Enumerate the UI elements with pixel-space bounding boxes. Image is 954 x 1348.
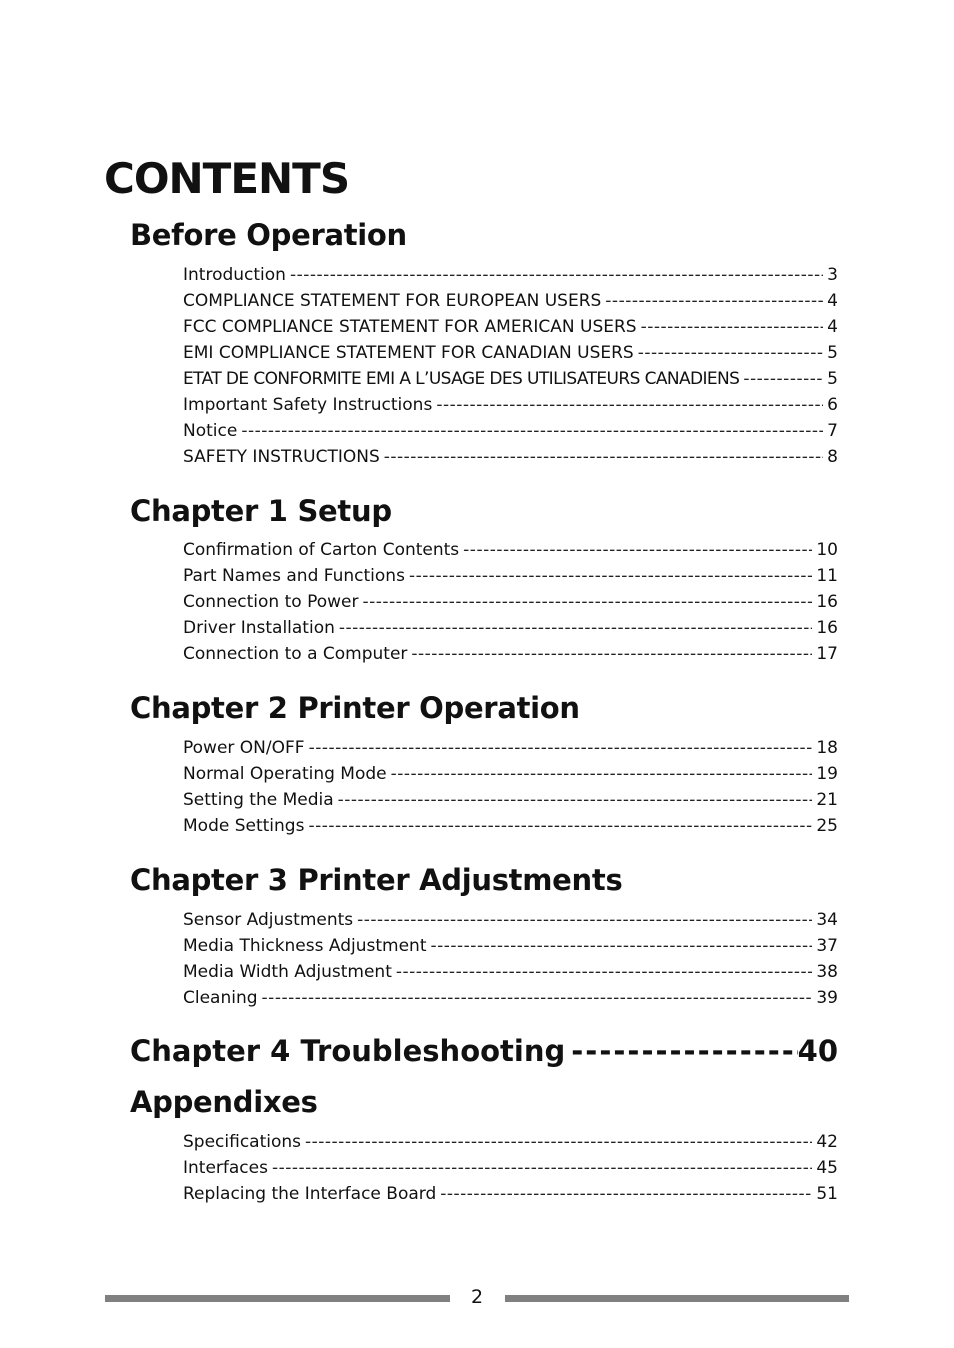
dot-leader [290,262,823,288]
toc-entry-page: 7 [827,421,838,441]
dot-leader [638,340,823,366]
footer-bar-right [505,1295,849,1302]
toc-entry-page: 5 [827,369,838,389]
toc-entry-title: ETAT DE CONFORMITE EMI A L’USAGE DES UTILISATEURS CANADIENS [183,369,740,389]
page-number: 2 [470,1286,484,1308]
toc-entry[interactable] [183,366,838,392]
section-heading-chapter-1: Chapter 1 Setup [130,494,392,528]
toc-entry[interactable] [183,418,838,444]
toc-entry-page: 37 [816,936,838,956]
dot-leader [272,1155,812,1181]
toc-entry-title: Notice [183,421,238,441]
toc-entry[interactable] [183,1181,838,1207]
toc-entry-page: 5 [827,343,838,363]
toc-entry-title: Driver Installation [183,618,335,638]
toc-entry-title: Interfaces [183,1158,268,1178]
toc-entry[interactable] [183,262,838,288]
toc-chapter-4-entry[interactable] [130,1034,838,1068]
dot-leader [565,1034,797,1068]
toc-entry-title: Confirmation of Carton Contents [183,540,460,560]
dot-leader [391,761,813,787]
toc-entry[interactable] [183,933,838,959]
dot-leader [409,563,812,589]
toc-entry-page: 45 [816,1158,838,1178]
toc-entry-title: Media Width Adjustment [183,962,392,982]
toc-entry-title: Sensor Adjustments [183,910,354,930]
toc-entry-title: FCC COMPLIANCE STATEMENT FOR AMERICAN USERS [183,317,637,337]
dot-leader [308,813,812,839]
dot-leader [743,366,823,392]
toc-entry-page: 51 [816,1184,838,1204]
toc-entry-title: Media Thickness Adjustment [183,936,427,956]
dot-leader [357,907,812,933]
toc-entry-title: EMI COMPLIANCE STATEMENT FOR CANADIAN USERS [183,343,634,363]
toc-entry-title: Connection to a Computer [183,644,408,664]
toc-entry[interactable] [183,563,838,589]
toc-entry-page: 40 [797,1034,838,1068]
toc-entry[interactable] [183,340,838,366]
toc-entry-page: 39 [816,988,838,1008]
toc-entry-page: 6 [827,395,838,415]
dot-leader [641,314,824,340]
toc-entry-page: 42 [816,1132,838,1152]
dot-leader [436,392,823,418]
section-heading-before-operation: Before Operation [130,218,407,252]
toc-list-chapter-1 [183,537,838,667]
toc-entry[interactable] [183,288,838,314]
toc-entry-page: 38 [816,962,838,982]
toc-entry-page: 17 [816,644,838,664]
toc-entry-page: 16 [816,592,838,612]
toc-entry-title: Power ON/OFF [183,738,305,758]
dot-leader [338,787,813,813]
toc-entry[interactable] [183,761,838,787]
toc-entry-page: 10 [816,540,838,560]
page-title: CONTENTS [104,154,350,203]
toc-entry-page: 4 [827,291,838,311]
toc-entry-page: 34 [816,910,838,930]
section-heading-chapter-3: Chapter 3 Printer Adjustments [130,863,623,897]
toc-entry[interactable] [183,985,838,1011]
dot-leader [241,418,823,444]
toc-entry[interactable] [183,615,838,641]
toc-entry-title: Normal Operating Mode [183,764,387,784]
toc-entry[interactable] [183,314,838,340]
toc-entry[interactable] [183,907,838,933]
toc-entry-title: Part Names and Functions [183,566,405,586]
toc-entry[interactable] [183,641,838,667]
toc-entry-title: Setting the Media [183,790,334,810]
dot-leader [431,933,813,959]
toc-entry-page: 21 [816,790,838,810]
toc-entry[interactable] [183,813,838,839]
toc-entry[interactable] [183,959,838,985]
dot-leader [262,985,813,1011]
toc-entry[interactable] [183,589,838,615]
dot-leader [309,735,813,761]
dot-leader [396,959,813,985]
toc-entry-title: Specifications [183,1132,302,1152]
toc-entry-page: 8 [827,447,838,467]
section-heading-appendixes: Appendixes [130,1085,318,1119]
dot-leader [339,615,812,641]
toc-entry-page: 11 [816,566,838,586]
toc-entry-page: 4 [827,317,838,337]
toc-list-chapter-2 [183,735,838,839]
section-heading-chapter-4: Chapter 4 Troubleshooting [130,1034,566,1068]
toc-entry-title: SAFETY INSTRUCTIONS [183,447,380,467]
toc-entry-title: Mode Settings [183,816,305,836]
dot-leader [305,1129,812,1155]
toc-entry-title: Replacing the Interface Board [183,1184,437,1204]
toc-entry[interactable] [183,1155,838,1181]
toc-entry[interactable] [183,787,838,813]
toc-entry-page: 19 [816,764,838,784]
toc-entry[interactable] [183,444,838,470]
toc-entry[interactable] [183,735,838,761]
dot-leader [440,1181,812,1207]
toc-entry[interactable] [183,537,838,563]
dot-leader [384,444,823,470]
dot-leader [362,589,812,615]
toc-entry[interactable] [183,1129,838,1155]
dot-leader [605,288,823,314]
toc-entry[interactable] [183,392,838,418]
footer-bar-left [105,1295,450,1302]
section-heading-chapter-2: Chapter 2 Printer Operation [130,691,580,725]
dot-leader [463,537,812,563]
toc-list-appendixes [183,1129,838,1207]
toc-entry-page: 18 [816,738,838,758]
toc-entry-title: Connection to Power [183,592,359,612]
toc-list-before-operation [183,262,838,470]
toc-entry-title: Important Safety Instructions [183,395,433,415]
toc-entry-title: COMPLIANCE STATEMENT FOR EUROPEAN USERS [183,291,602,311]
toc-entry-page: 16 [816,618,838,638]
toc-entry-page: 3 [827,265,838,285]
toc-entry-title: Cleaning [183,988,258,1008]
toc-list-chapter-3 [183,907,838,1011]
dot-leader [411,641,812,667]
toc-entry-title: Introduction [183,265,286,285]
toc-entry-page: 25 [816,816,838,836]
